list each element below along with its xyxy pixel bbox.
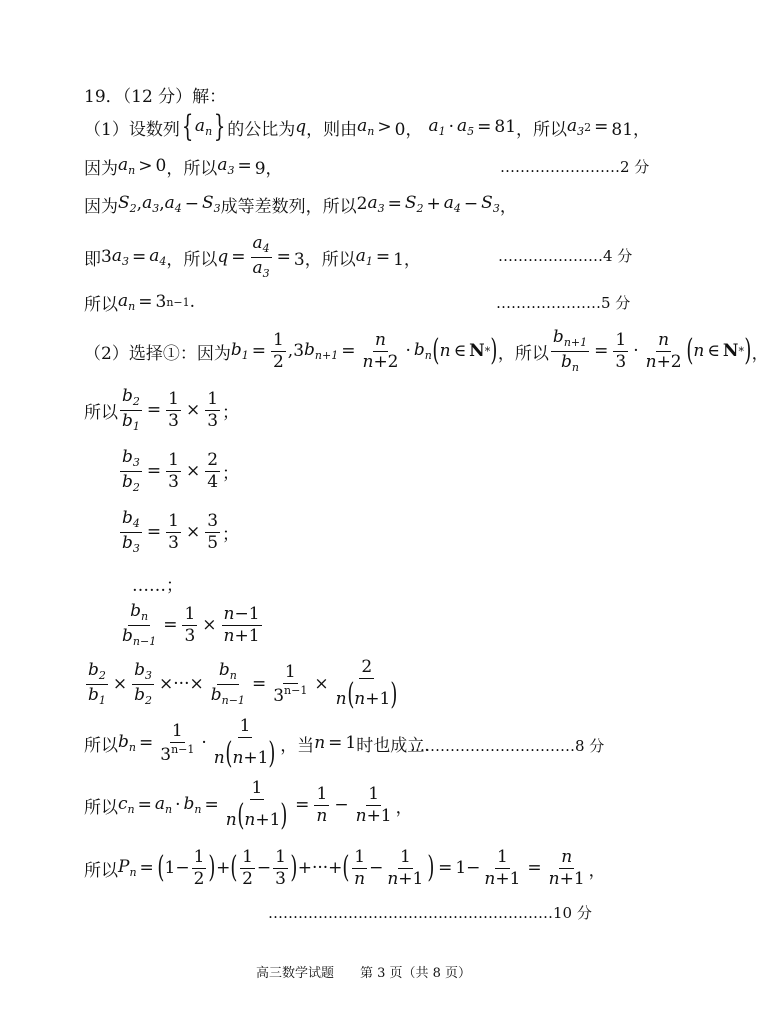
text: 时也成立. <box>356 735 430 756</box>
page-footer <box>0 962 727 981</box>
score-2 <box>500 156 649 177</box>
math-q: q <box>295 117 307 137</box>
an-result-line: 所以 $a_n$ = 3 n−1 . <box>84 291 196 315</box>
score-text: …………………5 分 <box>496 294 631 312</box>
fraction: $\frac{a_4}{a_3}$ <box>252 233 270 280</box>
brace: } <box>213 109 226 144</box>
ratio-line: 即 3 $a_3$ = $a_4$ ， 所以 q = $\frac{a_4}{a_3}$ = 3， 所以 $a_1$ = 1， <box>84 233 421 280</box>
score-text: ……………………2 分 <box>500 158 650 176</box>
text: 所以 <box>321 249 356 270</box>
text: ； <box>222 402 240 423</box>
footer-text: 高三数学试题 第 3 页（共 8 页） <box>255 966 472 981</box>
ratio-b3: $\frac{b_3}{b_2}$ = $\frac{1}{3}$ × $\frac{2}{4}$ ； <box>122 447 240 494</box>
text: 所以 <box>84 402 118 423</box>
score-text: …………………………………………………10 分 <box>268 904 592 922</box>
text: 所以 <box>183 158 218 179</box>
text: 所以 <box>183 249 218 270</box>
part1-line: （1）设数列 { $a_n$ } 的公比为 q ，则由 $a_n$ > 0， $a_1$ · $a_5$ = 81 ，所以 $a_3$ 2 = 81， <box>84 109 651 144</box>
cn-line: 所以 $c_n$ = $a_n$ · $b_n$ = $\frac{1}{n(n+1)}$ = $\frac{1}{n}$ − $\frac{1}{n+1}$ ， <box>84 778 413 833</box>
text: 所以 <box>84 735 118 756</box>
text: . <box>189 292 196 312</box>
text: ，所以 <box>516 119 568 140</box>
part2-label: （2）选择①：因为 <box>84 343 231 364</box>
text: ……； <box>132 575 183 596</box>
ratio-b2: 所以 $\frac{b_2}{b_1}$ = $\frac{1}{3}$ × $\frac{1}{3}$ ； <box>84 386 240 433</box>
arith-line: 因为 $S_2$ , $a_3$ , $a_4$ − $S_3$ 成等差数列，所以 2 $a_3$ = $S_2$ + $a_4$ − $S_3$ ， <box>84 193 517 217</box>
ratio-b4: $\frac{b_4}{b_3}$ = $\frac{1}{3}$ × $\frac{3}{5}$ ； <box>122 508 240 555</box>
text: 成等差数列，所以 <box>220 196 357 217</box>
text: ； <box>222 524 240 545</box>
text: 所以 <box>514 343 549 364</box>
pn-line: 所以 $P_n$ = ( 1− $\frac{1}{2}$ ) + ( $\frac{1}{2}$ − $\frac{1}{3}$ ) +···+ ( $\frac{1}{n}$ − $\frac{1}{n+1}$ ) = 1− $\frac{1}{n+1}$ = $\frac{n}{n+1}$ ， <box>84 846 606 889</box>
part1-label: （1）设数列 <box>84 119 180 140</box>
text: ； <box>222 463 240 484</box>
ellipsis-line <box>132 563 183 603</box>
score-10 <box>268 902 592 923</box>
text: 即 <box>84 249 101 270</box>
part2-line: （2）选择①：因为 $b_1$ = $\frac{1}{2}$ ,3 $b_{n+1}$ = $\frac{n}{n+2}$ · $b_n$ ( n ∈ N * ) ， 所以 $\frac{b_{n+1}}{b_n}$ = $\frac{1}{3}$ · $\frac{n}{n+2}$ ( n ∈ N * ) ， <box>84 327 769 374</box>
ratio-bn: $\frac{b_n}{b_{n-1}}$ = $\frac{1}{3}$ × $\frac{n-1}{n+1}$ <box>122 601 260 648</box>
text: 所以 <box>84 797 118 818</box>
text: ， <box>166 158 184 179</box>
score-text: ……………………………8 分 <box>410 737 605 755</box>
math-an: $a_n$ <box>194 116 213 138</box>
bn-result-line: 所以 $b_n$ = $\frac{1}{3^{n-1}}$ · $\frac{1}{n(n+1)}$ ，当 n = 1 时也成立. <box>84 716 430 771</box>
heading-text: 19．（12 分）解： <box>84 86 227 107</box>
score-4 <box>498 245 632 266</box>
text: ，则由 <box>306 119 358 140</box>
score-text: …………………4 分 <box>498 247 633 265</box>
math: $a_1$ <box>428 116 446 138</box>
text: 的公比为 <box>227 119 296 140</box>
brace: { <box>181 109 194 144</box>
because-line-1: 因为 $a_n$ > 0 ， 所以 $a_3$ = 9， <box>84 155 283 179</box>
text: ，当 <box>280 735 315 756</box>
score-8 <box>410 735 604 756</box>
text: 所以 <box>84 294 118 315</box>
text: 因为 <box>84 158 118 179</box>
product-line: $\frac{b_2}{b_1}$ × $\frac{b_3}{b_2}$ ×···× $\frac{b_n}{b_{n-1}}$ = $\frac{1}{3^{n-1}}$ × $\frac{2}{n(n+1)}$ <box>88 657 398 712</box>
text: 因为 <box>84 196 118 217</box>
math: $a_3$ <box>567 116 585 138</box>
math: $a_n$ <box>357 116 375 138</box>
score-5 <box>496 292 630 313</box>
text: 所以 <box>84 860 118 881</box>
